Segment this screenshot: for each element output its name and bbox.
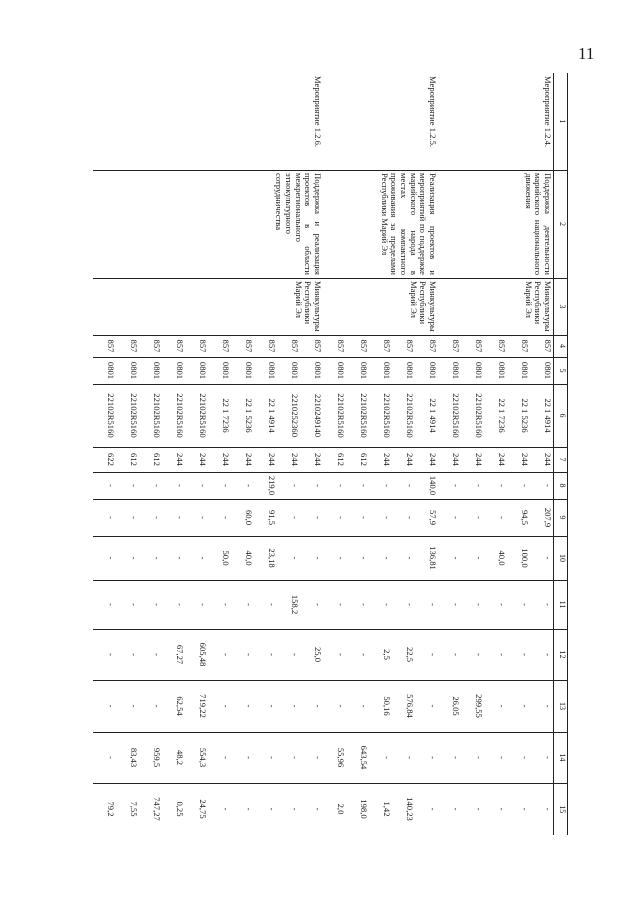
table-cell: - [359,516,369,519]
table-cell: - [405,484,415,487]
measure-name: Поддержка деятельности марийского национального движения [523,173,553,275]
column-divider [93,447,568,448]
table-cell: 0801 [497,361,507,380]
table-cell: 22102R5160 [359,393,369,438]
table-cell: 244 [221,453,231,466]
table-cell: 244 [474,453,484,466]
table-cell: - [313,756,323,759]
table-cell: 57,9 [428,509,438,526]
table-cell: - [359,704,369,708]
table-cell: - [428,807,438,811]
table-cell: - [451,516,461,519]
table-cell: 0801 [359,361,369,380]
table-cell: - [152,556,162,560]
column-header: 1 [554,73,568,170]
table-cell: 62,54 [175,696,185,716]
table-cell: 244 [313,453,323,466]
column-divider [93,357,568,358]
table-cell: 857 [497,339,507,353]
measure-id: Мероприятие 1.2.5. [428,76,438,148]
table-cell: - [497,807,507,811]
table-cell: 612 [152,453,162,466]
table-cell: 219,0 [267,475,277,496]
table-cell: - [520,484,530,487]
table-cell: - [497,756,507,759]
table-cell: - [497,484,507,487]
table-cell: 0801 [543,361,553,380]
table-cell: - [106,704,116,708]
table-cell: 22 1 5236 [520,398,530,433]
table-row [415,73,438,835]
table-cell: 94,5 [520,509,530,526]
table-cell: - [313,556,323,560]
table-cell: 2,0 [336,803,346,815]
table-cell: - [359,653,369,656]
table-cell: 244 [382,453,392,466]
column-header: 12 [554,629,568,680]
table-cell: - [474,756,484,759]
table-cell: - [290,653,300,656]
table-cell: - [106,484,116,487]
table-cell: 299,55 [474,694,484,718]
table-cell: - [221,516,231,519]
table-cell: 643,54 [359,745,369,770]
table-cell: - [474,516,484,519]
table-cell: 55,96 [336,747,346,768]
table-cell: - [106,756,116,759]
table-cell: - [497,603,507,606]
table-cell: 0801 [198,361,208,380]
table-cell: - [405,756,415,759]
table-cell: 747,27 [152,797,162,821]
table-cell: 22102R5160 [474,393,484,438]
table-cell: 0801 [152,361,162,380]
table-cell: 857 [129,339,139,353]
table-cell: - [428,704,438,708]
column-header: 5 [554,357,568,384]
table-cell: 2210249140 [313,394,323,437]
table-cell: 576,84 [405,694,415,718]
table-cell: 857 [474,339,484,353]
table-cell: 22102R5160 [152,393,162,438]
table-cell: 60,0 [244,509,254,526]
measure-id: Мероприятие 1.2.6. [313,76,323,148]
table-cell: 0801 [244,361,254,380]
table-cell: - [451,807,461,811]
column-divider [93,499,568,500]
table-cell: - [152,704,162,708]
table-cell: - [198,484,208,487]
column-divider [93,278,568,279]
table-cell: 22 1 4914 [543,398,553,433]
table-cell: 857 [359,339,369,353]
table-cell: 612 [129,453,139,466]
column-divider [93,536,568,537]
table-cell: - [221,704,231,708]
table-cell: 244 [497,453,507,466]
budget-table [93,73,568,835]
table-cell: - [497,704,507,708]
table-cell: 22102R5160 [175,393,185,438]
column-header: 15 [554,783,568,835]
table-cell: 25,0 [313,646,323,663]
table-cell: 24,75 [198,799,208,819]
table-cell: - [336,704,346,708]
table-cell: - [267,704,277,708]
column-divider [93,384,568,385]
table-row [300,73,323,835]
table-cell: 23,18 [267,548,277,568]
table-cell: - [474,653,484,656]
table-cell: - [313,807,323,811]
column-header: 6 [554,384,568,447]
column-header: 8 [554,472,568,499]
table-cell: 67,27 [175,644,185,665]
table-cell: 857 [428,339,438,353]
table-cell: 22102R5160 [451,393,461,438]
table-cell: 244 [428,453,438,466]
column-divider [93,580,568,581]
table-cell: - [543,484,553,487]
table-cell: - [129,704,139,708]
table-cell: 1,42 [382,801,392,817]
table-cell: - [198,516,208,519]
table-cell: 22 1 4914 [428,398,438,433]
table-cell: - [520,756,530,759]
table-cell: - [290,756,300,759]
table-cell: - [428,653,438,656]
table-cell: - [129,516,139,519]
column-divider [93,170,568,171]
table-cell: 22102R5160 [382,393,392,438]
table-cell: 857 [336,339,346,353]
table-cell: 207,9 [543,507,553,528]
table-cell: 857 [221,339,231,353]
table-cell: 40,0 [497,550,507,566]
table-cell: 857 [520,339,530,353]
table-cell: 83,43 [129,747,139,768]
table-cell: - [497,653,507,656]
table-cell: 857 [152,339,162,353]
column-header: 9 [554,499,568,536]
table-cell: 0801 [474,361,484,380]
table-cell: 26,05 [451,696,461,716]
table-cell: - [267,756,277,759]
table-cell: 100,0 [520,548,530,568]
table-cell: - [451,484,461,487]
table-cell: - [198,556,208,560]
measure-name: Реализация проектов и мероприятий по поддержке марийского народа в местах компактного проживания за пределами Республики Марий Эл [379,173,438,275]
table-cell: - [543,603,553,606]
table-cell: - [451,603,461,606]
table-cell: - [520,603,530,606]
table-cell: - [152,653,162,656]
table-cell: 244 [198,453,208,466]
table-cell: - [497,516,507,519]
table-cell: - [336,484,346,487]
table-cell: - [474,603,484,606]
table-cell: 2,5 [382,649,392,660]
table-cell: 2210252360 [290,394,300,437]
column-header: 14 [554,732,568,783]
table-cell: - [520,807,530,811]
table-cell: - [129,484,139,487]
table-cell: - [336,516,346,519]
table-cell: - [106,653,116,656]
table-cell: - [313,484,323,487]
measure-name: Поддержка и реализация проектов в области межрегионального этнокультурного сотрудничества [274,173,323,275]
table-cell: 0801 [290,361,300,380]
table-cell: - [382,556,392,560]
table-cell: - [244,704,254,708]
table-cell: 244 [451,453,461,466]
table-cell: - [175,556,185,560]
table-cell: - [290,484,300,487]
table-cell: 244 [520,453,530,466]
table-cell: 0801 [267,361,277,380]
table-cell: - [175,516,185,519]
rotated-budget-table [106,73,568,835]
table-cell: 0801 [405,361,415,380]
table-cell: - [152,603,162,606]
measure-id: Мероприятие 1.2.4. [543,76,553,148]
table-cell: 22 1 7236 [497,398,507,433]
table-cell: - [129,603,139,606]
table-cell: - [221,756,231,759]
table-cell: - [428,603,438,606]
table-cell: - [290,516,300,519]
table-cell: 22102R5160 [336,393,346,438]
table-cell: - [106,556,116,560]
table-cell: 554,3 [198,747,208,768]
column-header: 2 [554,170,568,278]
table-cell: - [382,516,392,519]
table-cell: - [359,603,369,606]
column-header: 11 [554,580,568,629]
table-cell: 244 [405,453,415,466]
table-cell: 79,2 [106,801,116,817]
table-cell: - [198,603,208,606]
table-cell: - [244,484,254,487]
table-cell: 244 [267,453,277,466]
table-cell: 0801 [428,361,438,380]
table-cell: - [106,516,116,519]
table-cell: - [313,704,323,708]
table-cell: 0801 [520,361,530,380]
measure-executor: Минкультуры Республики Марий Эл [408,281,438,332]
table-cell: 857 [290,339,300,353]
table-cell: - [244,603,254,606]
table-cell: 612 [359,453,369,466]
table-cell: 22102R5160 [405,393,415,438]
table-cell: - [106,603,116,606]
table-cell: 0801 [382,361,392,380]
table-cell: - [313,603,323,606]
table-cell: 605,48 [198,642,208,667]
table-cell: - [244,756,254,759]
table-cell: - [221,484,231,487]
table-cell: - [290,807,300,811]
table-cell: 198,0 [359,799,369,819]
table-cell: - [451,653,461,656]
column-divider [93,335,568,336]
table-cell: - [290,704,300,708]
table-cell: 0801 [336,361,346,380]
table-cell: - [221,807,231,811]
table-cell: - [520,704,530,708]
table-cell: - [543,756,553,759]
column-divider [93,732,568,733]
table-cell: 50,0 [221,550,231,566]
table-cell: 0801 [451,361,461,380]
table-cell: - [336,653,346,656]
table-cell: - [221,603,231,606]
table-cell: 0801 [313,361,323,380]
table-cell: - [543,653,553,656]
table-cell: - [451,756,461,759]
table-cell: 0801 [129,361,139,380]
table-cell: 140,0 [428,475,438,496]
table-cell: 244 [175,453,185,466]
table-cell: 857 [313,339,323,353]
table-cell: - [359,556,369,560]
table-cell: - [221,653,231,656]
table-cell: - [175,484,185,487]
column-divider [93,783,568,784]
table-cell: 612 [336,453,346,466]
table-cell: - [336,556,346,560]
table-cell: 7,55 [129,801,139,817]
column-header: 3 [554,278,568,335]
table-cell: 22 1 5236 [244,398,254,433]
table-row [530,73,554,835]
page-number: 11 [578,44,595,63]
table-cell: 857 [451,339,461,353]
table-cell: 22102R5160 [198,393,208,438]
table-cell: 136,81 [428,546,438,570]
table-cell: 244 [244,453,254,466]
table-cell: - [313,516,323,519]
table-cell: - [382,603,392,606]
table-cell: - [543,556,553,560]
table-cell: 40,0 [244,550,254,566]
column-header: 10 [554,536,568,580]
table-cell: 857 [175,339,185,353]
table-cell: 244 [543,453,553,466]
table-cell: 719,22 [198,694,208,718]
table-cell: 140,23 [405,797,415,821]
table-cell: 158,2 [290,594,300,615]
table-cell: - [474,484,484,487]
table-cell: - [405,516,415,519]
table-cell: - [175,603,185,606]
table-cell: 22 1 7236 [221,398,231,433]
table-cell: 857 [198,339,208,353]
table-cell: - [405,556,415,560]
column-header: 7 [554,447,568,472]
table-cell: - [152,484,162,487]
table-cell: 857 [106,339,116,353]
measure-executor: Минкультуры Республики Марий Эл [293,281,323,332]
table-cell: 0801 [175,361,185,380]
table-cell: - [543,807,553,811]
table-cell: - [267,807,277,811]
table-cell: 857 [244,339,254,353]
table-cell: 48,2 [175,749,185,766]
table-cell: 244 [290,453,300,466]
table-cell: - [129,556,139,560]
table-cell: - [244,807,254,811]
table-cell: 22102R5160 [106,393,116,438]
table-header-row [554,73,568,835]
table-cell: - [405,603,415,606]
column-divider [93,680,568,681]
table-cell: 959,5 [152,747,162,768]
table-cell: - [290,556,300,560]
table-cell: - [382,484,392,487]
table-cell: 91,5 [267,509,277,526]
table-cell: - [520,653,530,656]
table-cell: 0801 [106,361,116,380]
table-cell: - [152,516,162,519]
measure-executor: Минкультуры Республики Марий Эл [523,281,553,332]
table-cell: - [428,756,438,759]
column-divider [93,629,568,630]
table-cell: 857 [267,339,277,353]
table-cell: - [474,807,484,811]
table-cell: - [244,653,254,656]
column-header: 4 [554,335,568,357]
table-cell: - [267,653,277,656]
table-cell: 22 1 4914 [267,398,277,433]
table-cell: - [129,653,139,656]
table-cell: - [543,704,553,708]
table-cell: - [451,556,461,560]
table-cell: 22,5 [405,646,415,663]
table-cell: 50,16 [382,696,392,716]
table-cell: - [382,756,392,759]
table-cell: 22102R5160 [129,393,139,438]
table-cell: - [359,484,369,487]
table-cell: 857 [543,339,553,353]
table-cell: - [336,603,346,606]
table-cell: 857 [382,339,392,353]
table-cell: 857 [405,339,415,353]
column-divider [93,472,568,473]
column-header: 13 [554,680,568,732]
table-cell: 622 [106,453,116,466]
table-cell: 0,25 [175,801,185,817]
table-cell: 0801 [221,361,231,380]
table-cell: - [267,603,277,606]
table-cell: - [474,556,484,560]
